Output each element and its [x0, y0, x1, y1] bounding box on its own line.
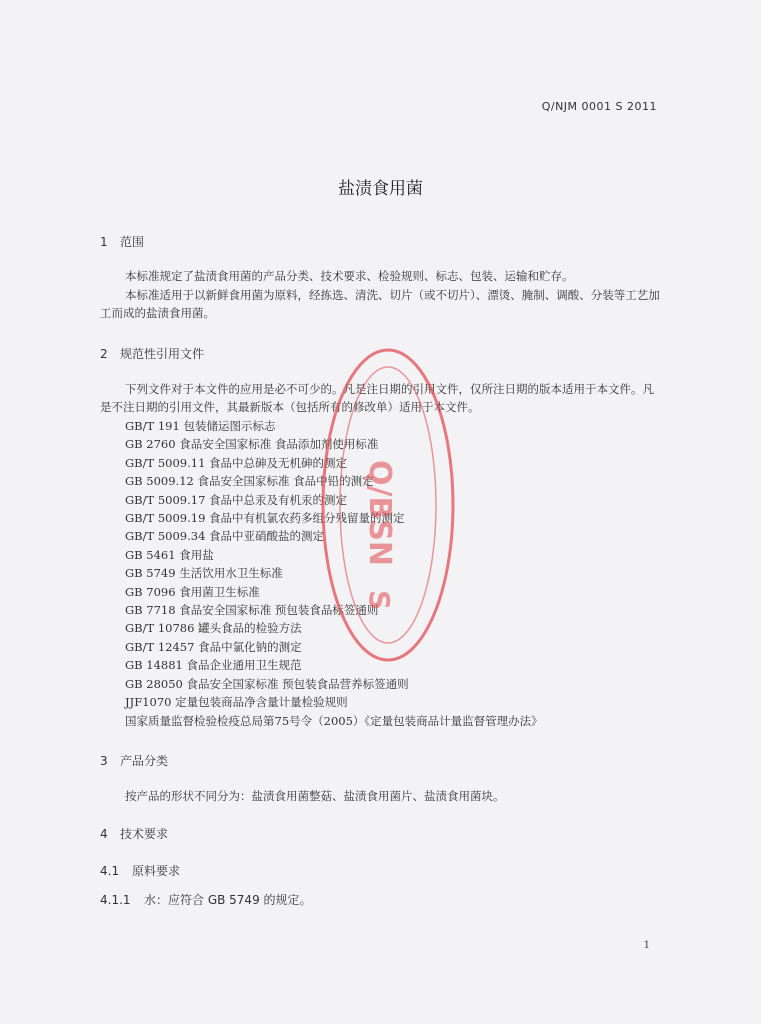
section-1-title: 范围: [120, 235, 145, 249]
section-1-paragraph-1: [100, 267, 662, 285]
reference-item: GB/T 5009.17 食品中总汞及有机汞的测定: [125, 492, 348, 507]
section-1-heading: [100, 233, 144, 250]
section-2-intro: 下列文件对于本文件的应用是必不可少的。凡是注日期的引用文件，仅所注日期的版本适用于本文件。凡是不注日期的引用文件，其最新版本（包括所有的修改单）适用于本文件。: [100, 382, 654, 414]
subsection-4-1-1-text: 水：应符合 GB 5749 的规定。: [144, 893, 312, 907]
standard-code: Q/NJM 0001 S 2011: [541, 100, 657, 113]
reference-item: GB 5009.12 食品安全国家标准 食品中铅的测定: [125, 474, 374, 489]
reference-item: GB 7096 食用菌卫生标准: [125, 584, 260, 599]
reference-item: GB 28050 食品安全国家标准 预包装食品营养标签通则: [125, 676, 409, 691]
subsection-4-1-title: 原料要求: [132, 864, 181, 878]
subsection-4-1-1-number: 4.1.1: [100, 893, 131, 907]
reference-item: GB/T 12457 食品中氯化钠的测定: [125, 639, 302, 654]
section-3-number: 3: [100, 754, 108, 768]
subsection-4-1-heading: [100, 862, 180, 879]
reference-item: GB/T 5009.19 食品中有机氯农药多组分残留量的测定: [125, 511, 405, 526]
section-2-title: 规范性引用文件: [120, 347, 205, 361]
reference-item: GB/T 5009.11 食品中总砷及无机砷的测定: [125, 455, 348, 470]
reference-item: GB 5749 生活饮用水卫生标准: [125, 566, 283, 581]
section-4-heading: [100, 825, 168, 842]
section-4-number: 4: [100, 827, 108, 841]
section-1-number: 1: [100, 235, 108, 249]
reference-item: GB/T 5009.34 食品中亚硝酸盐的测定: [125, 529, 325, 544]
reference-item: GB 2760 食品安全国家标准 食品添加剂使用标准: [125, 437, 379, 452]
page-number: 1: [643, 940, 650, 951]
document-title: 盐渍食用菌: [338, 179, 423, 199]
svg-text:S: S: [363, 590, 396, 611]
section-3-title: 产品分类: [120, 754, 169, 768]
section-2-number: 2: [100, 347, 108, 361]
section-3-heading: [100, 752, 168, 769]
section-1-paragraph-2: 本标准适用于以新鲜食用菌为原料，经拣选、清洗、切片（或不切片）、漂烫、腌制、调酸、分装等工艺加工而成的盐渍食用菌。: [100, 288, 660, 320]
reference-item: 国家质量监督检验检疫总局第75号令（2005）《定量包装商品计量监督管理办法》: [125, 713, 543, 728]
reference-item: GB 14881 食品企业通用卫生规范: [125, 658, 302, 673]
section-2-heading: [100, 345, 204, 362]
subsection-4-1-number: 4.1: [100, 864, 120, 878]
reference-item: GB 7718 食品安全国家标准 预包装食品标签通则: [125, 603, 379, 618]
reference-item: JJF1070 定量包装商品净含量计量检验规则: [125, 695, 348, 710]
reference-item: GB 5461 食用盐: [125, 547, 214, 562]
section-4-title: 技术要求: [120, 827, 169, 841]
section-1-text-1: 本标准规定了盐渍食用菌的产品分类、技术要求、检验规则、标志、包装、运输和贮存。: [125, 269, 574, 283]
reference-item: GB/T 191 包装储运图示标志: [125, 419, 276, 433]
svg-text:Q/BSN: Q/BSN: [362, 460, 397, 567]
section-3-paragraph: 按产品的形状不同分为：盐渍食用菌整菇、盐渍食用菌片、盐渍食用菌块。: [125, 789, 505, 803]
normative-reference-list: [125, 417, 543, 730]
reference-item: GB/T 10786 罐头食品的检验方法: [125, 621, 302, 636]
subsection-4-1-1: [100, 891, 312, 908]
